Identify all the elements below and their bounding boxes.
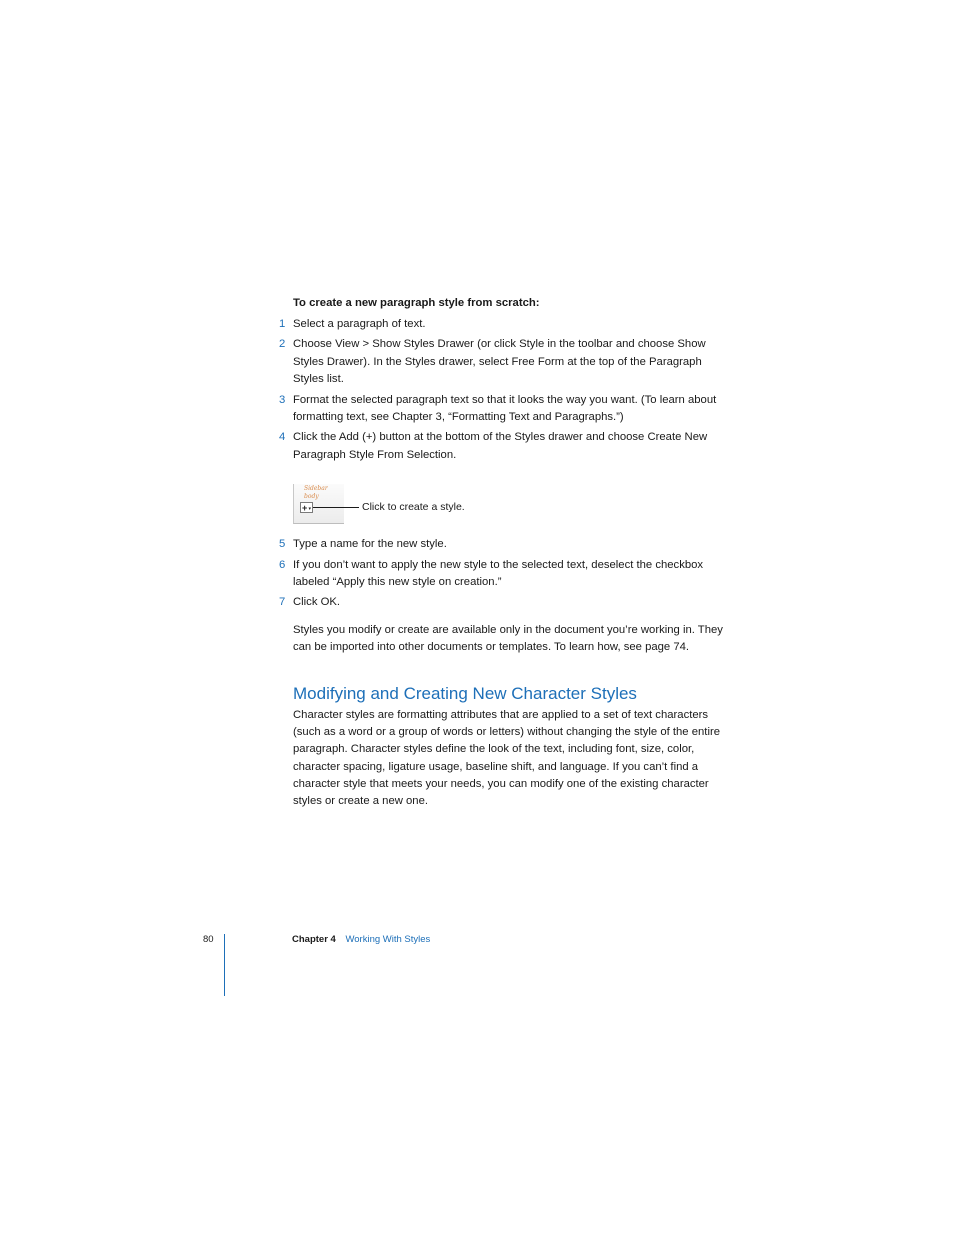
- chapter-title: Working With Styles: [345, 934, 431, 945]
- callout-text: Click to create a style.: [362, 500, 465, 513]
- footer-chapter: [292, 934, 430, 946]
- step-7: [279, 594, 733, 611]
- step-4: [279, 429, 733, 463]
- page-number: 80: [203, 934, 214, 945]
- step-number: 4: [279, 431, 286, 444]
- step-text: Click the Add (+) button at the bottom of the Styles drawer and choose Create New Paragraph Style From Selection.: [293, 431, 708, 461]
- step-number: 7: [279, 596, 286, 609]
- add-style-button[interactable]: [300, 502, 313, 513]
- step-text: Select a paragraph of text.: [293, 317, 426, 330]
- step-number: 3: [279, 393, 286, 406]
- step-5: [279, 536, 733, 553]
- step-number: 5: [279, 537, 286, 550]
- step-text: Click OK.: [293, 596, 341, 609]
- steps-list-part1: [279, 316, 733, 464]
- style-list-item: Sidebar body: [304, 484, 328, 500]
- styles-drawer-figure: [293, 482, 733, 526]
- section-heading: Modifying and Creating New Character Styles: [293, 684, 637, 704]
- step-text: Type a name for the new style.: [293, 537, 447, 550]
- step-text: Choose View > Show Styles Drawer (or click Style in the toolbar and choose Show Styles Drawer). In the Styles drawer, select Free Form at the top of the Paragraph Styles list.: [293, 338, 706, 385]
- steps-list-part2: [279, 536, 733, 612]
- dropdown-arrow-icon: ▾: [308, 505, 311, 512]
- step-3: [279, 392, 733, 426]
- step-text: Format the selected paragraph text so that it looks the way you want. (To learn about formatting text, see Chapter 3, “Formatting Text and Paragraphs.”): [293, 393, 717, 423]
- main-content: [279, 295, 733, 810]
- chapter-label: Chapter 4: [292, 934, 336, 945]
- note-paragraph: Styles you modify or create are available only in the document you’re working in. They can be imported into other documents or templates. To learn how, see page 74.: [293, 623, 723, 653]
- callout-line: [313, 507, 359, 508]
- styles-drawer-screenshot: [293, 484, 344, 524]
- step-text: If you don’t want to apply the new style to the selected text, deselect the checkbox labeled “Apply this new style on creation.”: [293, 558, 704, 588]
- plus-icon: +: [302, 502, 308, 513]
- step-6: [279, 557, 733, 591]
- step-number: 6: [279, 558, 286, 571]
- section-body: Character styles are formatting attributes that are applied to a set of text characters (such as a word or a group of words or letters) without changing the style of the entire paragraph. Character styles define the look of the text, including font, size, color, character spacing, ligature usage, baseline shift, and language. If you can’t find a character style that meets your needs, you can modify one of the existing character styles or create a new one.: [293, 709, 720, 808]
- footer-rule: [224, 934, 225, 996]
- step-number: 2: [279, 338, 286, 351]
- task-title: To create a new paragraph style from scratch:: [293, 297, 540, 309]
- step-2: [279, 336, 733, 388]
- step-number: 1: [279, 317, 286, 330]
- step-1: [279, 316, 733, 333]
